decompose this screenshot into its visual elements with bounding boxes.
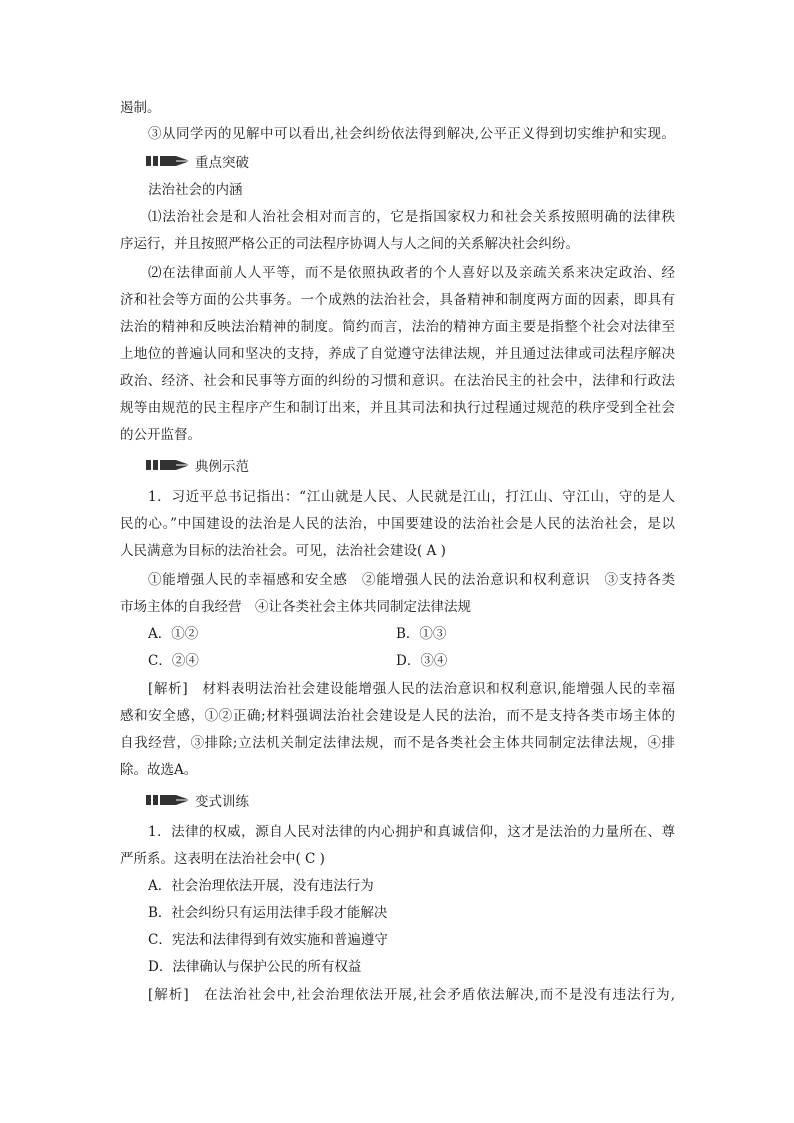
- text-line: ⑵在法律面前人人平等，而不是依照执政者的个人喜好以及亲疏关系来决定政治、经: [148, 265, 675, 281]
- question-line: 市场主体的自我经营 ④让各类社会主体共同制定法律法规: [120, 599, 471, 615]
- analysis-line: [解析] 在法治社会中,社会治理依法开展,社会矛盾依法解决,而不是没有违法行为,: [148, 987, 675, 1003]
- answer-option-d: D．法律确认与保护公民的所有权益: [148, 959, 362, 975]
- pen-nib-icon: [146, 154, 194, 168]
- question-line: ①能增强人民的幸福感和安全感 ②能增强人民的法治意识和权利意识 ③支持各类: [148, 572, 675, 588]
- subheading: 法治社会的内涵: [148, 182, 243, 198]
- question-line: 民的心。”中国建设的法治是人民的法治，中国要建设的法治社会是人民的法治社会，是以: [120, 516, 675, 532]
- section-heading-practice: [146, 790, 249, 810]
- section-heading-label: 变式训练: [195, 794, 249, 810]
- pen-nib-icon: [146, 458, 194, 472]
- section-heading-examples: [146, 455, 249, 475]
- text-line: 的公开监督。: [120, 427, 201, 443]
- text-line: 上地位的普遍认同和坚决的支持，养成了自觉遵守法律法规，并且通过法律或司法程序解决: [120, 346, 675, 362]
- analysis-line: 自我经营，③排除;立法机关制定法律法规，而不是各类社会主体共同制定法律法规，④排: [120, 735, 675, 751]
- answer-option-d: D．③④: [396, 653, 448, 669]
- answer-option-a: A．①②: [148, 626, 199, 642]
- text-line: 规等由规范的民主程序产生和制订出来，并且其司法和执行过程通过规范的秩序受到全社会: [120, 400, 675, 416]
- answer-option-b: B．社会纠纷只有运用法律手段才能解决: [148, 905, 388, 921]
- text-line: 政治、经济、社会和民事等方面的纠纷的习惯和意识。在法治民主的社会中，法律和行政法: [120, 373, 675, 389]
- text-line: ③从同学丙的见解中可以看出,社会纠纷依法得到解决,公平正义得到切实维护和实现。: [148, 126, 675, 142]
- section-heading-label: 重点突破: [195, 155, 249, 171]
- section-heading-key-points: [146, 151, 249, 171]
- text-line: ⑴法治社会是和人治社会相对而言的，它是指国家权力和社会关系按照明确的法律秩: [148, 209, 675, 225]
- answer-option-c: C．②④: [148, 653, 199, 669]
- answer-option-c: C．宪法和法律得到有效实施和普遍遵守: [148, 932, 388, 948]
- pen-nib-icon: [146, 793, 194, 807]
- text-line: 法治的精神和反映法治精神的制度。简约而言，法治的精神方面主要是指整个社会对法律至: [120, 319, 675, 335]
- question-line: 1．习近平总书记指出：“江山就是人民、人民就是江山，打江山、守江山，守的是人: [148, 489, 675, 505]
- question-line: 人民满意为目标的法治社会。可见，法治社会建设( A ): [120, 543, 446, 559]
- text-line: 济和社会等方面的公共事务。一个成熟的法治社会，具备精神和制度两方面的因素，即具有: [120, 292, 675, 308]
- question-line: 1．法律的权威，源自人民对法律的内心拥护和真诚信仰，这才是法治的力量所在、尊: [148, 824, 675, 840]
- text-line: 遏制。: [120, 100, 161, 116]
- analysis-line: [解析] 材料表明法治社会建设能增强人民的法治意识和权利意识,能增强人民的幸福: [148, 681, 675, 697]
- text-line: 序运行，并且按照严格公正的司法程序协调人与人之间的关系解决社会纠纷。: [120, 236, 579, 252]
- answer-option-a: A．社会治理依法开展，没有违法行为: [148, 878, 374, 894]
- answer-option-b: B．①③: [396, 626, 447, 642]
- section-heading-label: 典例示范: [195, 459, 249, 475]
- analysis-line: 除。故选A。: [120, 762, 198, 778]
- question-line: 严所系。这表明在法治社会中( C ): [120, 851, 325, 867]
- analysis-line: 感和安全感，①②正确;材料强调法治社会建设是人民的法治，而不是支持各类市场主体的: [120, 708, 675, 724]
